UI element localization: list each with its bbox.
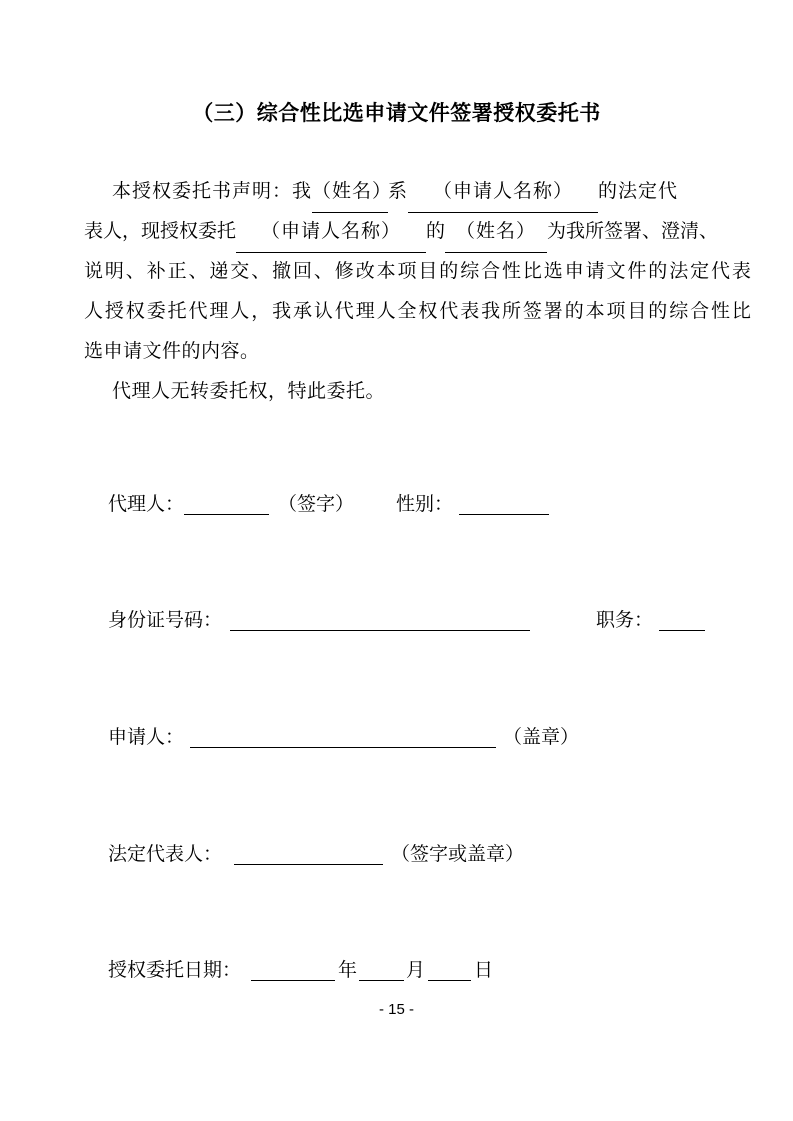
agent-name-blank	[184, 510, 269, 515]
day-label: 日	[474, 960, 494, 981]
year-label: 年	[338, 960, 358, 981]
body-line-1	[84, 172, 711, 212]
applicant-blank	[190, 743, 496, 748]
body-line-4: 人授权委托代理人，我承认代理人全权代表我所签署的本项目的综合性比	[84, 301, 753, 322]
body-text	[84, 172, 753, 412]
date-row	[108, 957, 493, 985]
agent-sign-note: （签字）	[278, 494, 355, 515]
legal-rep-label: 法定代表人：	[108, 844, 223, 865]
line2-text-1: 表人，现授权委托	[84, 221, 237, 242]
applicant-row	[108, 724, 579, 752]
date-label: 授权委托日期：	[108, 960, 242, 981]
page-number: - 15 -	[378, 1001, 414, 1018]
line2-text-3: 为我所签署、澄清、	[547, 221, 719, 242]
body-line-5: 选申请文件的内容。	[84, 341, 260, 362]
legal-rep-blank	[234, 860, 383, 865]
date-day-blank	[428, 976, 471, 981]
agent-row	[108, 491, 549, 519]
id-number-blank	[230, 626, 530, 631]
duty-blank	[659, 626, 705, 631]
legal-rep-row	[108, 841, 524, 869]
id-number-label: 身份证号码：	[108, 610, 223, 631]
body-line-2	[84, 212, 719, 252]
agent-label: 代理人：	[108, 494, 185, 515]
date-month-blank	[359, 976, 404, 981]
name-blank: （姓名）	[445, 212, 547, 253]
line2-text-2: 的	[426, 221, 446, 242]
gender-blank	[459, 510, 549, 515]
applicant-label: 申请人：	[108, 727, 185, 748]
line1-text-1: 本授权委托书声明：我	[112, 181, 313, 202]
applicant-name-blank: （申请人名称）	[408, 172, 598, 213]
line1-text-2: 系	[388, 181, 409, 202]
applicant-name-blank: （申请人名称）	[236, 212, 426, 253]
id-number-row	[108, 607, 705, 635]
line1-text-3: 的法定代	[598, 181, 679, 202]
legal-rep-sign-note: （签字或盖章）	[391, 844, 525, 865]
date-year-blank	[251, 976, 335, 981]
month-label: 月	[406, 960, 426, 981]
name-blank: （姓名）	[312, 172, 388, 213]
duty-label: 职务：	[596, 610, 654, 631]
applicant-seal-note: （盖章）	[503, 727, 580, 748]
pledge-line: 代理人无转委托权，特此委托。	[112, 381, 386, 402]
gender-label: 性别：	[396, 494, 454, 515]
body-line-3: 说明、补正、递交、撤回、修改本项目的综合性比选申请文件的法定代表	[84, 261, 753, 282]
document-title: （三）综合性比选申请文件签署授权委托书	[192, 102, 601, 125]
